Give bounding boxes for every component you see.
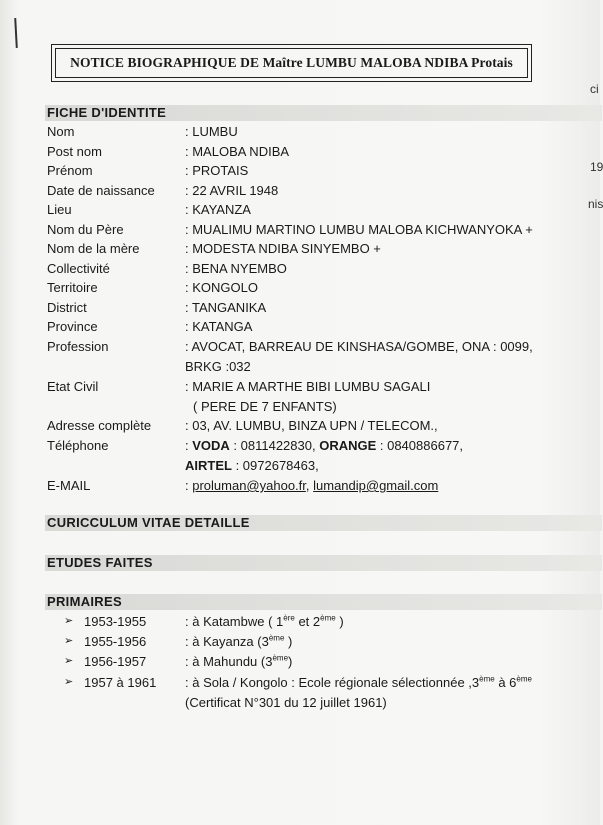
field-label: Date de naissance — [47, 182, 155, 198]
item-period: 1953-1955 — [84, 614, 147, 629]
field-value: : 03, AV. LUMBU, BINZA UPN / TELECOM., — [185, 418, 438, 433]
ordinal-sup: ème — [272, 653, 289, 663]
field-label: Etat Civil — [47, 379, 99, 394]
field-value: : MUALIMU MARTINO LUMBU MALOBA KICHWANYOKA + — [185, 221, 533, 237]
field-label: Province — [47, 319, 98, 334]
field-value: : MARIE A MARTHE BIBI LUMBU SAGALI — [185, 379, 431, 394]
field-value: : KAYANZA — [185, 202, 251, 217]
field-label: Post nom — [47, 143, 102, 159]
email-link-gmail[interactable]: lumandip@gmail.com — [313, 478, 439, 493]
section-curriculum-vitae: CURICCULUM VITAE DETAILLE — [45, 515, 602, 531]
place-text: : à Mahundu (3 — [185, 654, 273, 669]
field-value: : KATANGA — [185, 319, 253, 334]
item-place — [185, 673, 532, 693]
arrow-bullet-icon: ➢ — [64, 615, 74, 627]
value-prefix: : — [185, 478, 193, 493]
email-link-yahoo[interactable]: proluman@yahoo.fr — [192, 478, 306, 493]
field-label: Adresse complète — [47, 418, 152, 433]
orange-label: ORANGE — [319, 438, 377, 453]
ordinal-sup: ème — [320, 613, 336, 623]
field-label: Profession — [47, 339, 109, 354]
margin-fragment: 19 — [590, 160, 603, 174]
ordinal-sup: ème — [516, 674, 532, 684]
field-value: : LUMBU — [185, 124, 238, 139]
voda-number: : 0811422830, — [229, 438, 320, 453]
place-text: : à Katambwe ( 1 — [185, 614, 284, 629]
field-value: ( PERE DE 7 ENFANTS) — [193, 398, 337, 414]
item-place — [185, 612, 344, 632]
field-label: E-MAIL — [47, 478, 91, 493]
field-label: Collectivité — [47, 260, 110, 276]
field-value — [185, 436, 463, 456]
margin-fragment: ci — [590, 82, 599, 96]
value-prefix: : — [185, 438, 193, 453]
field-label: Territoire — [47, 280, 98, 295]
item-period: 1955-1956 — [84, 634, 147, 649]
field-value: : TANGANIKA — [185, 299, 267, 315]
document-title: NOTICE BIOGRAPHIQUE DE Maître LUMBU MALOBA NDIBA Protais — [55, 48, 528, 78]
place-text: ) — [284, 634, 293, 649]
item-place — [185, 632, 292, 652]
field-value — [185, 476, 438, 496]
email-separator: , — [305, 478, 314, 493]
arrow-bullet-icon: ➢ — [64, 655, 74, 667]
place-text: ) — [335, 614, 344, 629]
field-value: : PROTAIS — [185, 163, 249, 178]
section-primaires: PRIMAIRES — [45, 594, 602, 610]
voda-label: VODA — [192, 438, 230, 453]
field-value: : BENA NYEMBO — [185, 260, 287, 276]
airtel-number: : 0972678463, — [231, 457, 319, 473]
place-text: : à Sola / Kongolo : Ecole régionale sélectionnée ,3 — [185, 675, 480, 690]
field-value: : KONGOLO — [185, 280, 258, 295]
item-period: 1956-1957 — [84, 654, 147, 669]
place-text: et 2 — [294, 614, 321, 629]
title-box — [51, 44, 532, 82]
arrow-bullet-icon: ➢ — [64, 635, 74, 647]
item-place — [185, 652, 292, 672]
field-label: District — [47, 299, 87, 315]
item-period: 1957 à 1961 — [84, 675, 157, 690]
section-etudes-faites: ETUDES FAITES — [45, 555, 602, 571]
place-text: à 6 — [494, 675, 517, 690]
field-label: Nom de la mère — [47, 241, 140, 256]
field-value: : 22 AVRIL 1948 — [185, 182, 279, 198]
margin-fragment: nis — [588, 197, 603, 211]
field-value: : AVOCAT, BARREAU DE KINSHASA/GOMBE, ONA : 0099, — [185, 339, 533, 354]
field-label: Lieu — [47, 202, 72, 217]
field-label: Prénom — [47, 163, 93, 178]
ordinal-sup: ère — [283, 613, 295, 623]
field-value: : MALOBA NDIBA — [185, 143, 290, 159]
field-value: BRKG :032 — [185, 358, 251, 374]
field-value: : MODESTA NDIBA SINYEMBO + — [185, 241, 381, 256]
arrow-bullet-icon: ➢ — [64, 676, 74, 688]
ordinal-sup: ème — [479, 674, 495, 684]
field-label: Nom — [47, 124, 75, 139]
section-fiche-identite: FICHE D'IDENTITE — [45, 105, 602, 121]
field-value — [185, 456, 319, 476]
certificate-text: (Certificat N°301 du 12 juillet 1961) — [185, 695, 387, 710]
orange-number: : 0840886677, — [376, 438, 464, 453]
airtel-label: AIRTEL — [185, 457, 232, 473]
ordinal-sup: ème — [268, 633, 285, 643]
place-text: : à Kayanza (3 — [185, 634, 269, 649]
field-label: Nom du Père — [47, 221, 124, 237]
place-text: ) — [288, 654, 293, 669]
field-label: Téléphone — [47, 438, 109, 453]
